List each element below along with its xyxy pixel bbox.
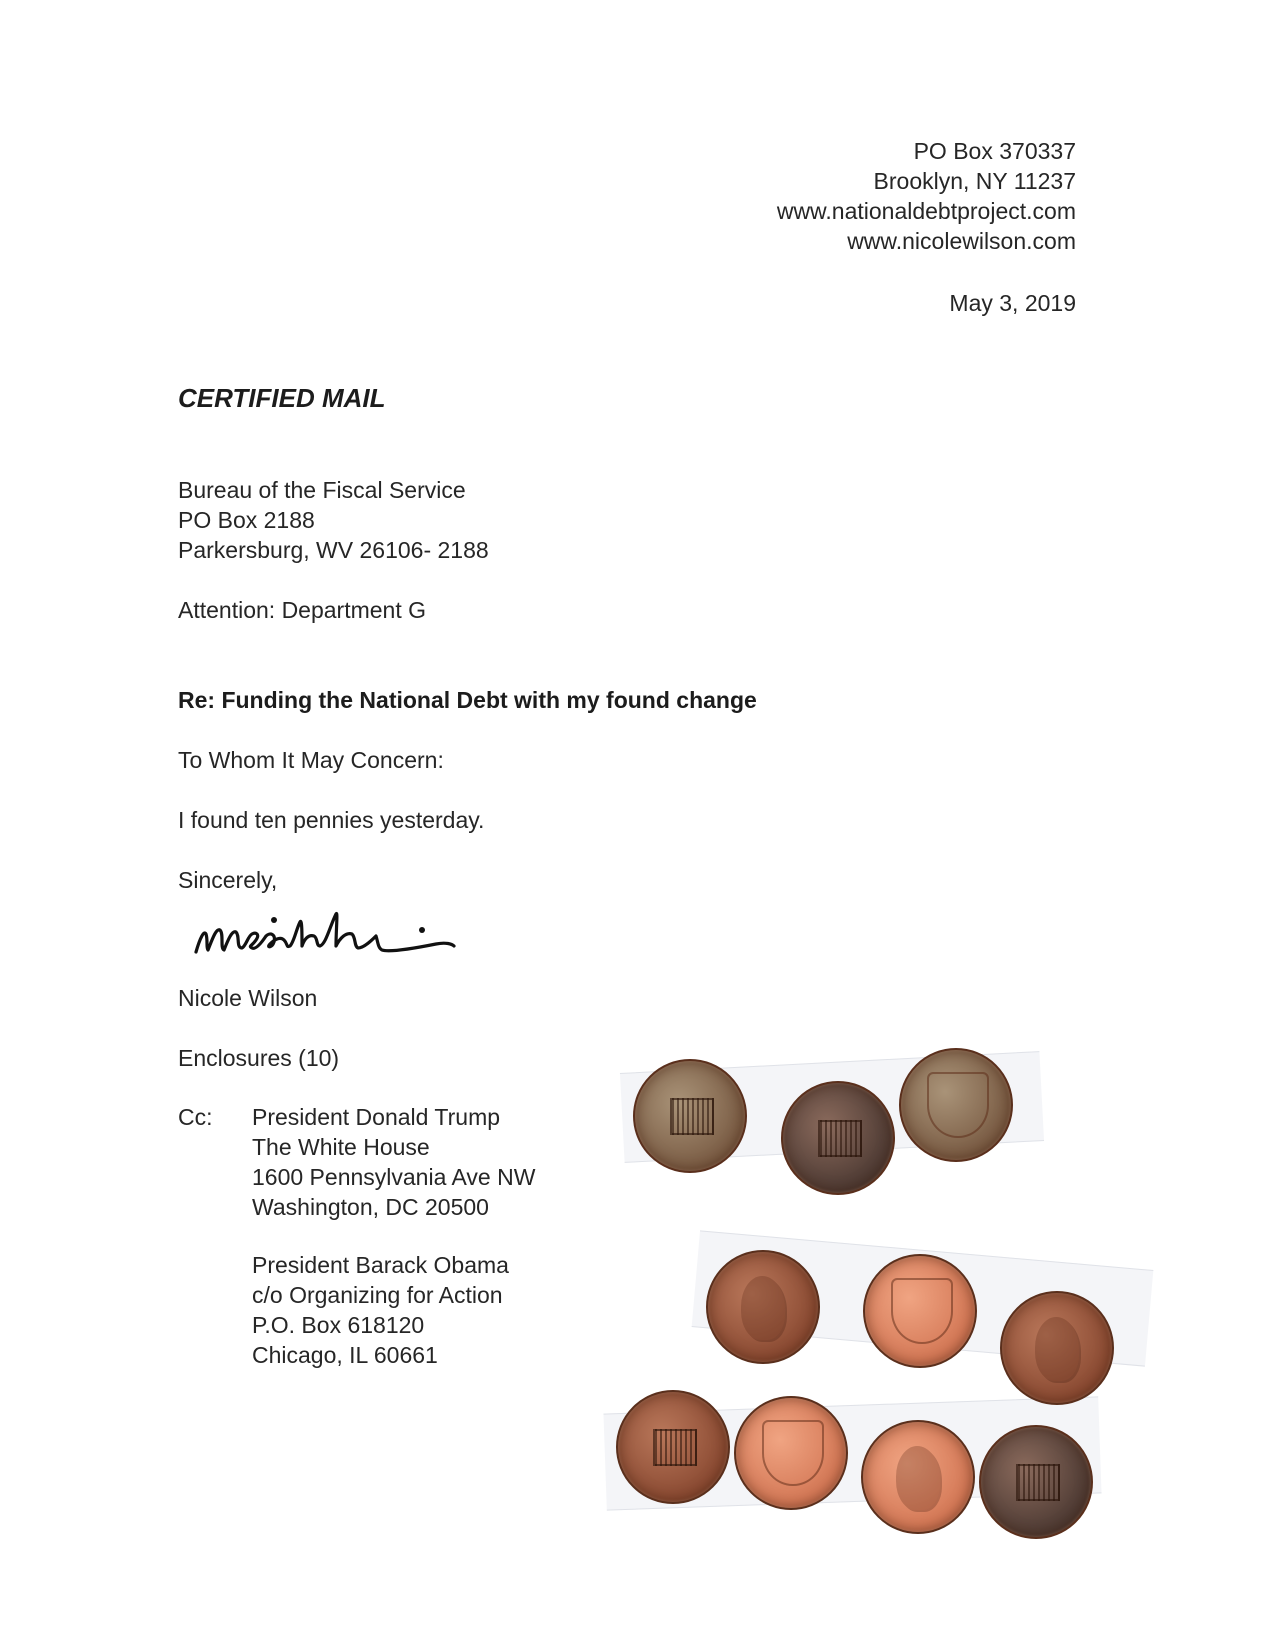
cc-recipient-line1: c/o Organizing for Action (252, 1282, 503, 1308)
subject-line: Re: Funding the National Debt with my found change (178, 687, 757, 713)
enclosures-line: Enclosures (10) (178, 1045, 340, 1071)
salutation: To Whom It May Concern: (178, 747, 444, 773)
penny-image (633, 1059, 747, 1173)
cc-recipient-line3: Washington, DC 20500 (252, 1194, 489, 1220)
sender-website-1: www.nationaldebtproject.com (776, 198, 1076, 224)
cc-recipient-name: President Donald Trump (252, 1104, 501, 1130)
cc-recipient-2 (252, 1250, 509, 1370)
sender-address-block (777, 136, 1076, 256)
cc-recipient-name: President Barack Obama (252, 1252, 509, 1278)
sender-address-line1: PO Box 370337 (913, 138, 1076, 164)
penny-image (899, 1048, 1013, 1162)
letter-date: May 3, 2019 (949, 290, 1076, 316)
mail-type-heading: CERTIFIED MAIL (178, 383, 386, 413)
cc-recipient-line1: The White House (252, 1134, 430, 1160)
handwritten-signature (190, 890, 480, 970)
penny-image (706, 1250, 820, 1364)
recipient-address-block (178, 475, 489, 565)
attention-line: Attention: Department G (178, 597, 427, 623)
penny-image (734, 1396, 848, 1510)
penny-image (863, 1254, 977, 1368)
penny-image (979, 1425, 1093, 1539)
cc-recipient-1 (252, 1102, 535, 1222)
recipient-address-line2: Parkersburg, WV 26106- 2188 (178, 537, 489, 563)
cc-recipient-line2: P.O. Box 618120 (252, 1312, 425, 1338)
sender-address-line2: Brooklyn, NY 11237 (873, 168, 1076, 194)
cc-recipient-line3: Chicago, IL 60661 (252, 1342, 438, 1368)
closing: Sincerely, (178, 867, 278, 893)
penny-image (861, 1420, 975, 1534)
recipient-address-line1: PO Box 2188 (178, 507, 315, 533)
sender-website-2: www.nicolewilson.com (847, 228, 1076, 254)
cc-label: Cc: (178, 1104, 213, 1130)
letter-body: I found ten pennies yesterday. (178, 807, 485, 833)
penny-image (1000, 1291, 1114, 1405)
recipient-name: Bureau of the Fiscal Service (178, 477, 466, 503)
penny-image (781, 1081, 895, 1195)
cc-recipient-line2: 1600 Pennsylvania Ave NW (252, 1164, 536, 1190)
penny-image (616, 1390, 730, 1504)
signer-name: Nicole Wilson (178, 985, 318, 1011)
